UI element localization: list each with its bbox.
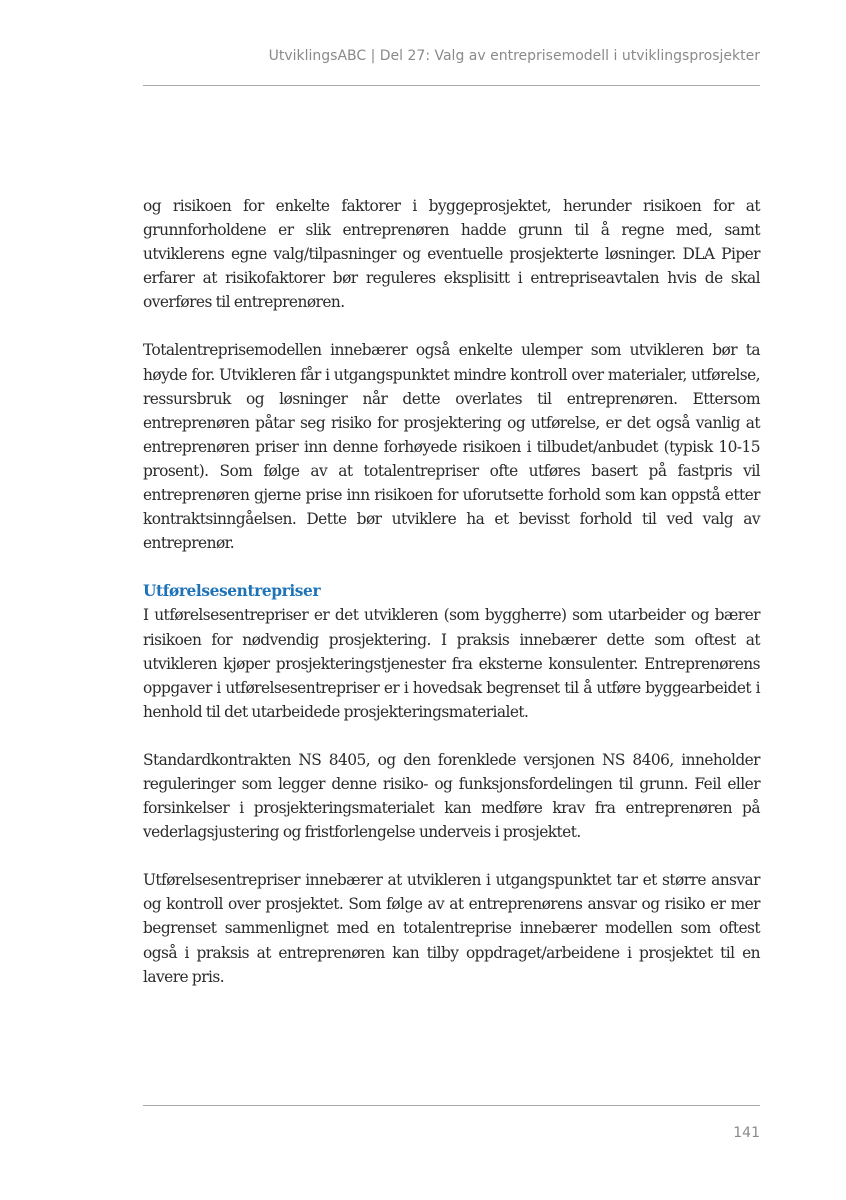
paragraph: I utførelsesentrepriser er det utvikleren (som byggherre) som utarbeider og bærer risikoen for nødvendig prosjektering. I praksis innebærer dette som oftest at utvikleren kjøper prosjekteringstjenester fra eksterne konsulenter. Entreprenørens oppgaver i utførelsesentrepriser er i hovedsak begrenset til å utføre byggearbeidet i henhold til det utarbeidede prosjekteringsmaterialet. xyxy=(143,606,760,721)
paragraph: Totalentreprisemodellen innebærer også enkelte ulemper som utvikleren bør ta høyde for. Utvikleren får i utgangspunktet mindre kontroll over materialer, utførelse, ressursbruk og løsninger når dette overlates til entreprenøren. Ettersom entreprenøren påtar seg risiko for prosjektering og utførelse, er det også vanlig at entreprenøren priser inn denne forhøyede risikoen i tilbudet/anbudet (typisk 10-15 prosent). Som følge av at totalentrepriser ofte utføres basert på fastpris vil entreprenøren gjerne prise inn risikoen for uforutsette forhold som kan oppstå etter kontraktsinngåelsen. Dette bør utviklere ha et bevisst forhold til ved valg av entreprenør. xyxy=(143,341,760,553)
header-divider xyxy=(143,85,760,86)
body-text xyxy=(143,194,760,989)
paragraph: Utførelsesentrepriser innebærer at utvikleren i utgangspunktet tar et større ansvar og kontroll over prosjektet. Som følge av at entreprenørens ansvar og risiko er mer begrenset sammenlignet med en totalentreprise innebærer modellen som oftest også i praksis at entreprenøren kan tilby oppdraget/arbeidene i prosjektet til en lavere pris. xyxy=(143,871,760,986)
paragraph: Standardkontrakten NS 8405, og den forenklede versjonen NS 8406, inneholder reguleringer som legger denne risiko- og funksjonsfordelingen til grunn. Feil eller forsinkelser i prosjekteringsmaterialet kan medføre krav fra entreprenøren på vederlagsjustering og fristforlengelse underveis i prosjektet. xyxy=(143,750,760,842)
paragraph: og risikoen for enkelte faktorer i byggeprosjektet, herunder risikoen for at grunnforholdene er slik entreprenøren hadde grunn til å regne med, samt utviklerens egne valg/tilpasninger og eventuelle prosjekterte løsninger. DLA Piper erfarer at risikofaktorer bør reguleres eksplisitt i entrepriseavtalen hvis de skal overføres til entreprenøren. xyxy=(143,197,760,312)
page-number: 141 xyxy=(733,1125,760,1141)
footer-divider xyxy=(143,1105,760,1106)
section-heading: Utførelsesentrepriser xyxy=(143,582,321,601)
running-header-title: UtviklingsABC | Del 27: Valg av entreprisemodell i utviklingsprosjekter xyxy=(268,48,760,64)
